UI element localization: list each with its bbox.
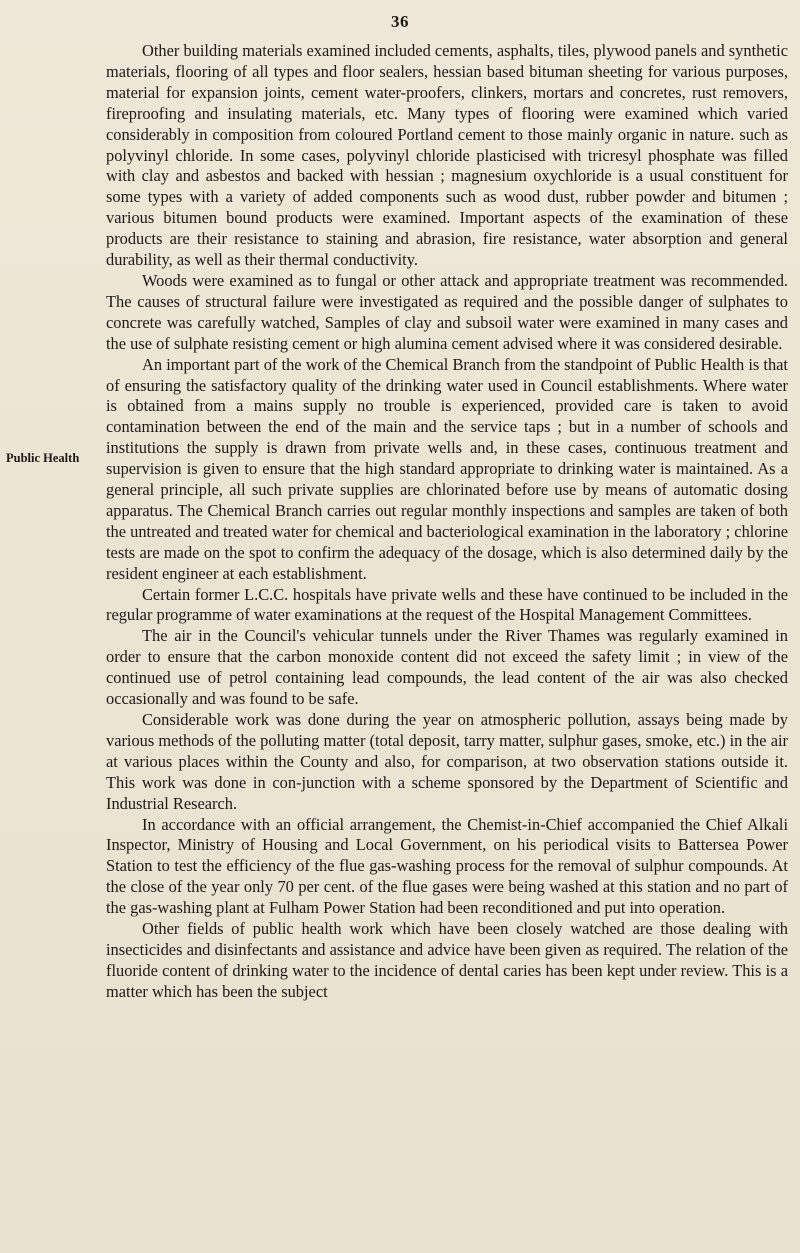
paragraph-public-health-water: An important part of the work of the Chemical Branch from the standpoint of Public Health is that of ensuring the satisfactory quality of the drinking water used in Council establishments. Where water is obtained from a mains supply no trouble is experienced, provided care is taken to avoid contamination between the end of the main and the service taps ; but in a number of schools and institutions the supply is drawn from private wells and, in these cases, continuous treatment and supervision is given to ensure that the high standard appropriate to drinking water is maintained. As a general principle, all such private supplies are chlorinated before use by means of automatic dosing apparatus. The Chemical Branch carries out regular monthly inspections and samples are taken of both the untreated and treated water for chemical and bacteriological examination in the laboratory ; chlorine tests are made on the spot to confirm the adequacy of the dosage, which is also determined daily by the resident engineer at each establishment. bbox=[106, 354, 788, 583]
body-text bbox=[106, 41, 788, 1003]
paragraph-other-fields: Other fields of public health work which have been closely watched are those dealing with insecticides and disinfectants and assistance and advice have been given as required. The relation of the fluoride content of drinking water to the incidence of dental caries has been kept under review. This is a matter which has been the subject bbox=[106, 919, 788, 1001]
paragraph-atmospheric-pollution: Considerable work was done during the year on atmospheric pollution, assays being made by various methods of the polluting matter (total deposit, tarry matter, sulphur gases, smoke, etc.) in the air at various places within the County and also, for comparison, at two observation stations outside it. This work was done in con-junction with a scheme sponsored by the Department of Scientific and Industrial Research. bbox=[106, 710, 788, 813]
page-number: 36 bbox=[391, 12, 409, 31]
paragraph-building-materials: Other building materials examined included cements, asphalts, tiles, plywood panels and synthetic materials, flooring of all types and floor sealers, hessian based bituman sheeting for various purposes, material for expansion joints, cement water-proofers, clinkers, mortars and concretes, rust removers, fireproofing and insulating materials, etc. Many types of flooring were examined which varied considerably in composition from coloured Portland cement to those mainly organic in nature. such as polyvinyl chloride. In some cases, polyvinyl chloride plasticised with tricresyl phosphate was filled with clay and asbestos and backed with hessian ; magnesium oxychloride is a usual constituent for some types with a variety of added components such as wood dust, rubber powder and bitumen ; various bitumen bound products were examined. Important aspects of the examination of these products are their resistance to staining and abrasion, fire resistance, water absorption and general durability, as well as their thermal conductivity. bbox=[106, 41, 788, 270]
paragraph-hospitals: Certain former L.C.C. hospitals have private wells and these have continued to be included in the regular programme of water examinations at the request of the Hospital Management Committees. bbox=[106, 584, 788, 625]
paragraph-woods: Woods were examined as to fungal or other attack and appropriate treatment was recommended. The causes of structural failure were investigated as required and the possible danger of sulphates to concrete was carefully watched, Samples of clay and subsoil water were examined in many cases and the use of sulphate resisting cement or high alumina cement advised where it was considered desirable. bbox=[106, 270, 788, 353]
margin-note: Public Health bbox=[6, 451, 80, 465]
paragraph-tunnels: The air in the Council's vehicular tunnels under the River Thames was regularly examined in order to ensure that the carbon monoxide content did not exceed the safety limit ; in view of the continued use of petrol containing lead compounds, the lead content of the air was also checked occasionally and was found to be safe. bbox=[106, 626, 788, 709]
paragraph-battersea: In accordance with an official arrangement, the Chemist-in-Chief accompanied the Chief Alkali Inspector, Ministry of Housing and Local Government, on his periodical visits to Battersea Power Station to test the efficiency of the flue gas-washing process for the removal of sulphur compounds. At the close of the year only 70 per cent. of the flue gases were being washed at this station and no part of the gas-washing plant at Fulham Power Station had been reconditioned and put into operation. bbox=[106, 814, 788, 918]
